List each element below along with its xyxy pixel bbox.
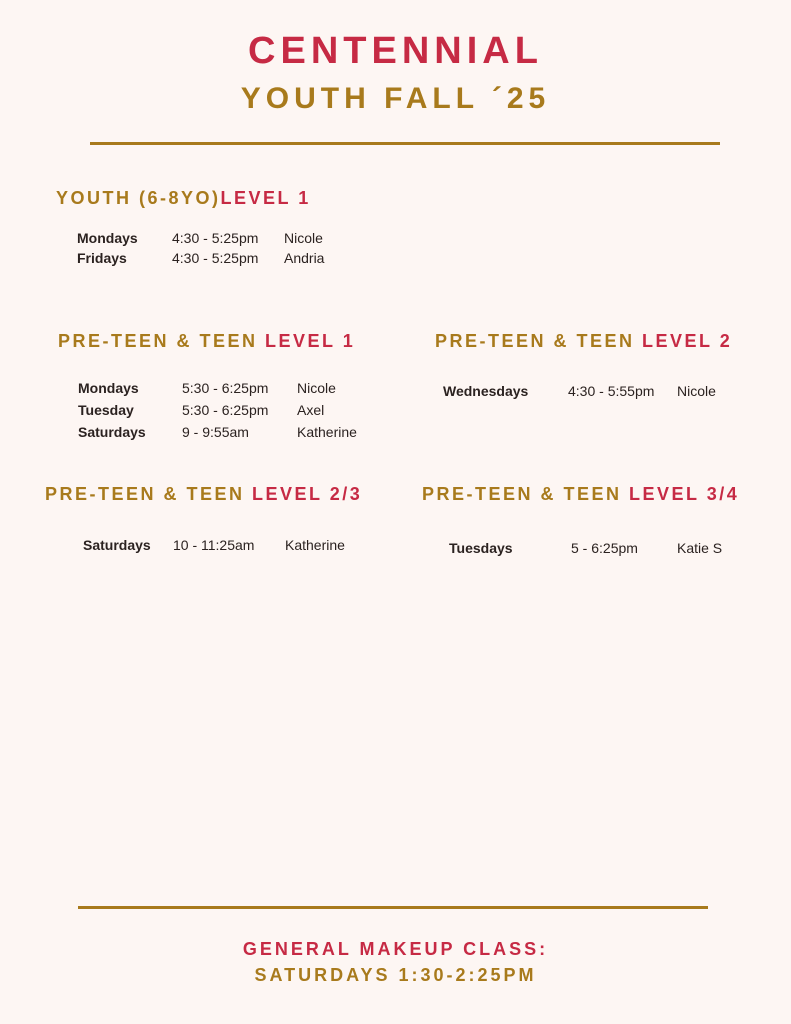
row-time: 4:30 - 5:55pm [568, 383, 655, 399]
row-time: 5 - 6:25pm [571, 540, 638, 556]
section-preteen-teen-level-1 [58, 331, 357, 440]
section-preteen-teen-level-3-4 [422, 484, 740, 556]
section-title-prefix: PRE-TEEN & TEEN [435, 331, 643, 351]
section-title [422, 484, 739, 505]
bottom-divider [78, 906, 708, 909]
section-title-level: LEVEL 2/3 [252, 484, 363, 504]
row-day: Saturdays [78, 424, 146, 440]
section-title [45, 484, 362, 505]
row-instructor: Nicole [297, 380, 336, 396]
row-day: Tuesday [78, 402, 134, 418]
row-time: 4:30 - 5:25pm [172, 230, 259, 246]
row-instructor: Nicole [677, 383, 716, 399]
row-instructor: Andria [284, 250, 325, 266]
row-day: Wednesdays [443, 383, 529, 399]
section-youth-level-1 [56, 188, 325, 266]
section-title [58, 331, 355, 352]
section-preteen-teen-level-2 [435, 331, 733, 399]
page-title: CENTENNIAL [248, 30, 543, 72]
row-instructor: Katie S [677, 540, 723, 556]
row-instructor: Katherine [297, 424, 357, 440]
section-title-prefix: PRE-TEEN & TEEN [422, 484, 630, 504]
page-subtitle: YOUTH FALL ´25 [240, 82, 551, 115]
top-divider [90, 142, 720, 145]
row-day: Mondays [78, 380, 139, 396]
section-title [56, 188, 311, 209]
section-title-prefix: PRE-TEEN & TEEN [45, 484, 253, 504]
row-day: Fridays [77, 250, 127, 266]
section-title-level: LEVEL 1 [220, 188, 311, 208]
section-title-prefix: PRE-TEEN & TEEN [58, 331, 266, 351]
section-title-level: LEVEL 1 [265, 331, 356, 351]
section-title [435, 331, 732, 352]
row-instructor: Katherine [285, 537, 345, 553]
row-time: 5:30 - 6:25pm [182, 380, 269, 396]
row-time: 4:30 - 5:25pm [172, 250, 259, 266]
row-instructor: Axel [297, 402, 325, 418]
row-time: 10 - 11:25am [173, 537, 255, 553]
footer-line-2: SATURDAYS 1:30-2:25PM [254, 965, 537, 985]
row-day: Saturdays [83, 537, 151, 553]
section-title-level: LEVEL 2 [642, 331, 733, 351]
row-time: 5:30 - 6:25pm [182, 402, 269, 418]
row-instructor: Nicole [284, 230, 323, 246]
row-time: 9 - 9:55am [182, 424, 249, 440]
row-day: Mondays [77, 230, 138, 246]
section-preteen-teen-level-2-3 [45, 484, 363, 553]
section-title-prefix: YOUTH (6-8YO) [56, 188, 221, 208]
row-day: Tuesdays [449, 540, 513, 556]
footer-line-1: GENERAL MAKEUP CLASS: [242, 939, 549, 959]
section-title-level: LEVEL 3/4 [629, 484, 740, 504]
